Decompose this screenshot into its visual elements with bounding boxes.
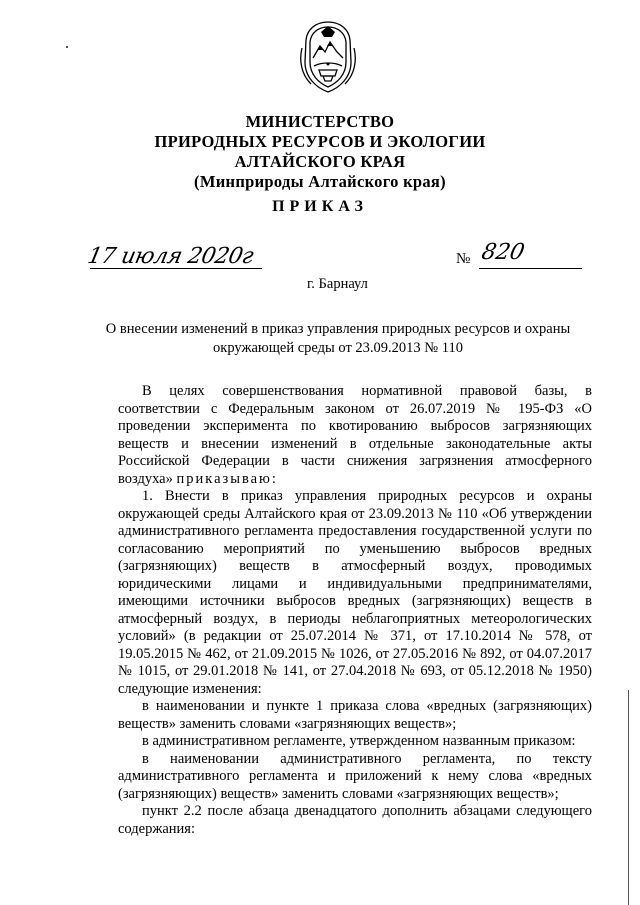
body-paragraph-4: в административном регламенте, утвержденном названным приказом:: [142, 733, 576, 749]
body-paragraph-6: пункт 2.2 после абзаца двенадцатого дополнить абзацами следующего содержания:: [118, 803, 592, 837]
date-underline: [90, 268, 262, 269]
coat-of-arms-emblem: [297, 18, 359, 94]
ministry-line-2: ПРИРОДНЫХ РЕСУРСОВ И ЭКОЛОГИИ: [154, 132, 486, 151]
scan-speck: [66, 46, 68, 48]
order-subject: О внесении изменений в приказ управления природных ресурсов и охраны окружающей среды от 23.09.2013 № 110: [105, 321, 571, 356]
order-body: [118, 383, 592, 838]
document-type-title: ПРИКАЗ: [272, 198, 368, 215]
handwritten-number: 820: [479, 240, 527, 265]
handwritten-date: 17 июля 2020г: [85, 244, 256, 269]
ministry-short-name: (Минприроды Алтайского края): [194, 172, 446, 191]
ministry-line-3: АЛТАЙСКОГО КРАЯ: [234, 152, 406, 171]
number-underline: [479, 268, 582, 269]
ministry-header: [0, 112, 640, 192]
ministry-line-1: МИНИСТЕРСТВО: [245, 112, 395, 131]
body-paragraph-1: [118, 383, 592, 488]
scan-edge-line: [628, 690, 629, 905]
body-paragraph-2: 1. Внести в приказ управления природных ресурсов и охраны окружающей среды Алтайского края от 23.09.2013 № 110 «Об утверждении административного регламента предоставления государственной услуги по согласованию мероприятий по уменьшению выбросов вредных (загрязняющих) веществ в атмосферный воздух, проводимых юридическими лицами и индивидуальными предпринимателями, имеющими источники выбросов вредных (загрязняющих) веществ в атмосферный воздух, в периоды неблагоприятных метеорологических условий» (в редакции от 25.07.2014 № 371, от 17.10.2014 № 578, от 19.05.2015 № 462, от 21.09.2015 № 1026, от 27.05.2016 № 892, от 04.07.2017 № 1015, от 29.01.2018 № 141, от 27.04.2018 № 693, от 05.12.2018 № 1950) следующие изменения:: [118, 488, 592, 697]
body-paragraph-3: в наименовании и пункте 1 приказа слова «вредных (загрязняющих) веществ» заменить словами «загрязняющих веществ»;: [118, 698, 592, 732]
body-paragraph-5: в наименовании административного регламента, по тексту административного регламента и приложений к нему слова «вредных (загрязняющих) веществ» заменить словами «загрязняющих веществ»;: [118, 750, 592, 802]
preamble-text: В целях совершенствования нормативной правовой базы, в соответствии с Федеральным законом от 26.07.2019 № 195-ФЗ «О проведении эксперимента по квотированию выбросов загрязняющих веществ и внесении изменений в отдельные законодательные акты Российской Федерации в части снижения загрязнения атмосферного воздуха»: [118, 383, 592, 487]
city-label: г. Барнаул: [307, 276, 368, 292]
number-label: №: [456, 251, 471, 267]
order-directive: приказываю:: [176, 470, 278, 487]
